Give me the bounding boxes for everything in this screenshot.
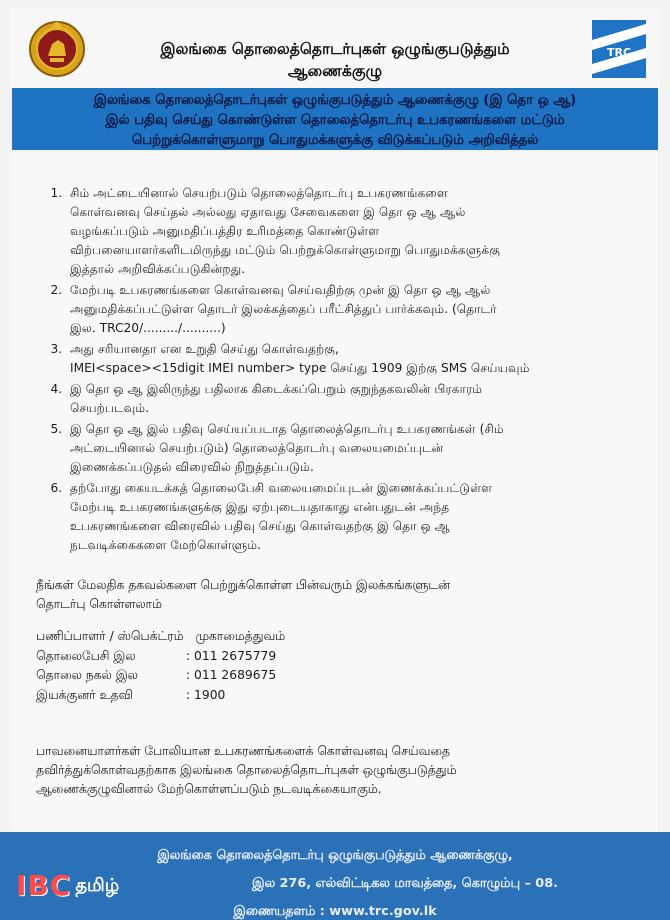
notice-item: 1. சிம் அட்டையினால் செயற்படும் தொலைத்தொடர்பு உபகரணங்களை கொள்வனவு செய்தல் அல்லது ஏதாவது சேவைகளை இ தொ ஒ ஆ ஆல் வழங்கப்படும் அனுமதிப்பத்திர உரிமத்தை கொண்டுள்ள விற்பனையாளர்களிடமிருந்து மட்டும் பெற்றுக்கொள்ளுமாறு பொதுமக்களுக்கு இத்தால் அறிவிக்கப்படுகின்றது. — [66, 184, 656, 279]
notice-item: 5. இ தொ ஒ ஆ இல் பதிவு செய்யப்படாத தொலைத்தொடர்பு உபகரணங்கள் (சிம் அட்டையினால் செயற்படும்) தொலைத்தொடர்பு வலையமைப்புடன் இணைக்கப்படுதல் விரைவில் நிறுத்தப்படும். — [66, 420, 656, 477]
notice-list — [34, 184, 656, 557]
footer-address: இல 276, எல்விட்டிகல மாவத்தை, கொழும்பு – 08. — [252, 876, 558, 891]
contact-value: : 011 2689675 — [186, 668, 277, 682]
contact-value: : 011 2675779 — [186, 648, 277, 663]
notice-item: 6. தற்போது கையடக்கத் தொலைபேசி வலையமைப்புடன் இணைக்கப்பட்டுள்ள மேற்படி உபகரணங்களுக்கு இது ஏற்புடையதாகாது என்பதுடன் அந்த உபகரணங்களை விரைவில் பதிவு செய்து கொள்வதற்கு இ தொ ஒ ஆ நடவடிக்கைகளை மேற்கொள்ளும். — [66, 479, 656, 555]
contact-row-fax — [36, 666, 436, 686]
notice-banner: இலங்கை தொலைத்தொடர்புகள் ஒழுங்குபடுத்தும் ஆணைக்குழு (இ தொ ஒ ஆ) இல் பதிவு செய்து கொண்டுள்ள தொலைத்தொடர்பு உபகரணங்களை மட்டும் பெற்றுக்கொள்ளுமாறு பொதுமக்களுக்கு விடுக்கப்படும் அறிவித்தல் — [12, 88, 658, 150]
closing-statement: பாவனையாளர்கள் போலியான உபகரணங்களைக் கொள்வனவு செய்வதை தவிர்த்துக்கொள்வதற்காக இலங்கை தொலைத்தொடர்புகள் ஒழுங்குபடுத்தும் ஆணைக்குழுவினால் மேற்கொள்ளப்படும் நடவடிக்கையாகும். — [36, 744, 457, 796]
sri-lanka-emblem-icon — [28, 18, 86, 80]
footer-website: இணையதளம் : www.trc.gov.lk — [233, 904, 437, 919]
contact-row-phone — [36, 647, 436, 667]
notice-item: 4. இ தொ ஒ ஆ இலிருந்து பதிலாக கிடைக்கப்பெறும் குறுந்தகவலின் பிரகாரம் செயற்படவும். — [66, 380, 656, 418]
contact-heading: பணிப்பாளர் / ஸ்பெக்ட்ரம் முகாமைத்துவம் — [36, 629, 286, 643]
trc-logo-text: TRC — [606, 46, 632, 59]
contact-value: : 1900 — [186, 687, 226, 702]
ibc-tamil-watermark — [16, 870, 119, 902]
contact-label: தொலை நகல் இல — [36, 668, 138, 682]
notice-item: 3. அது சரியானதா என உறுதி செய்து கொள்வதற்கு, IMEI<space><15digit IMEI number> type செய்து 1909 இற்கு SMS செய்யவும் — [66, 340, 656, 378]
contact-row-helpline — [36, 686, 436, 706]
header-title: இலங்கை தொலைத்தொடர்புகள் ஒழுங்குபடுத்தும் ஆணைக்குழு — [160, 40, 510, 80]
footer-org-name: இலங்கை தொலைத்தொடர்பு ஒழுங்குபடுத்தும் ஆணைக்குழு, — [157, 848, 513, 863]
ibc-tamil-text: தமிழ் — [75, 874, 120, 896]
header — [10, 8, 660, 88]
contact-label: தொலைபேசி இல — [36, 648, 136, 663]
contact-block — [36, 627, 436, 705]
notice-body — [12, 152, 658, 832]
ibc-brand-text: IBC — [16, 869, 72, 902]
contact-intro: நீங்கள் மேலதிக தகவல்களை பெற்றுக்கொள்ள பின்வரும் இலக்கங்களுடன் தொடர்பு கொள்ளலாம் — [36, 578, 450, 611]
notice-item: 2. மேற்படி உபகரணங்களை கொள்வனவு செய்வதிற்கு முன் இ தொ ஒ ஆ ஆல் அனுமதிக்கப்பட்டுள்ள தொடர் இலக்கத்தைப் பரீட்சித்துப் பார்க்கவும். (தொடர் இல. TRC20/........./..........) — [66, 281, 656, 338]
footer — [0, 832, 670, 920]
contact-label: இயக்குனர் உதவி — [36, 687, 133, 702]
trc-logo-icon — [590, 16, 648, 82]
